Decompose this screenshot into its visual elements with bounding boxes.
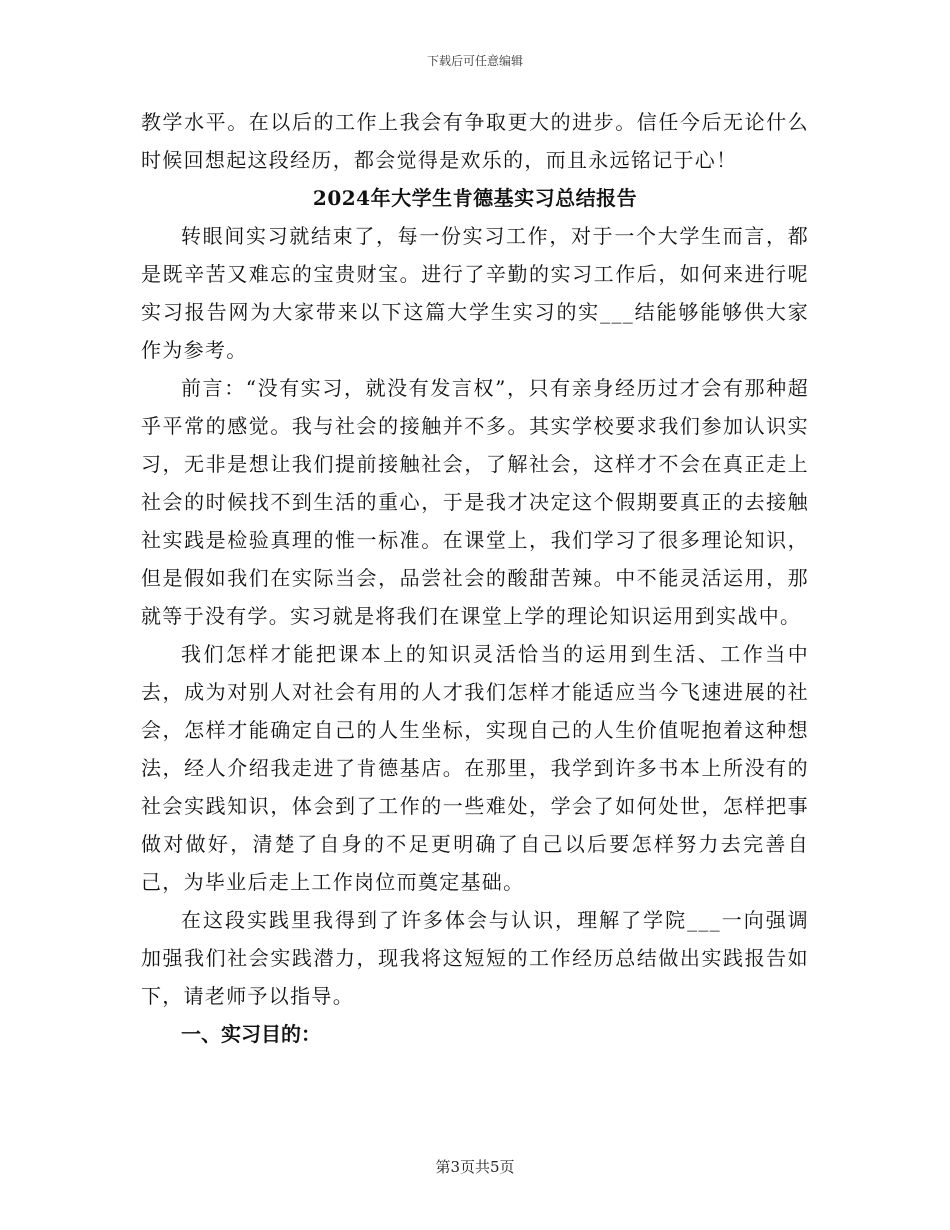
- page-header: 下载后可任意编辑: [426, 54, 523, 68]
- intro-paragraph: 教学水平。在以后的工作上我会有争取更大的进步。信任今后无论什么时候回想起这段经历，都会觉得是欢乐的，而且永远铭记于心！: [141, 110, 809, 172]
- paragraph: 前言：“没有实习，就没有发言权”，只有亲身经历过才会有那种超乎平常的感觉。我与社会的接触并不多。其实学校要求我们参加认识实习，无非是想让我们提前接触社会，了解社会，这样才不会在真正走上社会的时候找不到生活的重心，于是我才决定这个假期要真正的去接触社实践是检验真理的惟一标准。在课堂上，我们学习了很多理论知识，但是假如我们在实际当会，品尝社会的酸甜苦辣。中不能灵活运用，那就等于没有学。实习就是将我们在课堂上学的理论知识运用到实战中。: [141, 376, 809, 628]
- paragraph: 转眼间实习就结束了，每一份实习工作，对于一个大学生而言，都是既辛苦又难忘的宝贵财宝。进行了辛勤的实习工作后，如何来进行呢实习报告网为大家带来以下这篇大学生实习的实___结能够能够供大家作为参考。: [141, 224, 809, 362]
- paragraph: 在这段实践里我得到了许多体会与认识，理解了学院___一向强调加强我们社会实践潜力，现我将这短短的工作经历总结做出实践报告如下，请老师予以指导。: [141, 908, 809, 1008]
- section-heading: 一、实习目的：: [181, 1022, 321, 1046]
- document-title: 2024年大学生肯德基实习总结报告: [312, 186, 638, 210]
- paragraph: 我们怎样才能把课本上的知识灵活恰当的运用到生活、工作当中去，成为对别人对社会有用的人才我们怎样才能适应当今飞速进展的社会，怎样才能确定自己的人生坐标，实现自己的人生价值呢抱着这种想法，经人介绍我走进了肯德基店。在那里，我学到许多书本上所没有的社会实践知识，体会到了工作的一些难处，学会了如何处世，怎样把事做对做好，清楚了自身的不足更明确了自己以后要怎样努力去完善自己，为毕业后走上工作岗位而奠定基础。: [141, 642, 809, 894]
- document-body: [141, 103, 809, 1053]
- page-footer: 第3页共5页: [435, 1158, 515, 1176]
